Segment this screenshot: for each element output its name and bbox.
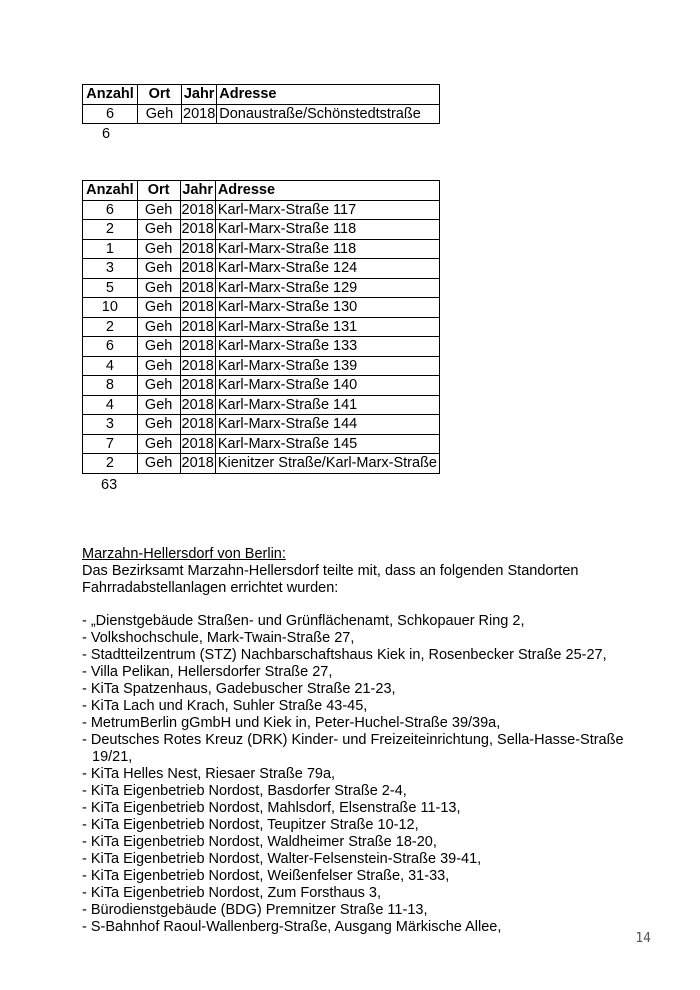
section-intro: Das Bezirksamt Marzahn-Hellersdorf teilte mit, dass an folgenden Standorten Fahrradabstellanlagen errichtet wurden: [82,563,579,596]
header-adresse: Adresse [217,85,440,105]
cell-anzahl: 8 [83,376,138,396]
cell-ort: Geh [137,337,180,357]
cell-anzahl: 4 [83,395,138,415]
cell-anzahl: 6 [83,104,138,124]
cell-ort: Geh [137,317,180,337]
header-adresse: Adresse [215,181,439,201]
cell-ort: Geh [137,434,180,454]
cell-adresse: Karl-Marx-Straße 133 [215,337,439,357]
cell-anzahl: 2 [83,317,138,337]
cell-adresse: Karl-Marx-Straße 144 [215,415,439,435]
list-item: - KiTa Helles Nest, Riesaer Straße 79a, [82,766,336,782]
list-item: - MetrumBerlin gGmbH und Kiek in, Peter-Huchel-Straße 39/39a, [82,715,501,731]
cell-anzahl: 5 [83,278,138,298]
list-item: - KiTa Eigenbetrieb Nordost, Mahlsdorf, Elsenstraße 11-13, [82,800,461,816]
cell-anzahl: 10 [83,298,138,318]
table-row [83,454,440,474]
cell-jahr: 2018 [181,299,214,316]
table-header-row [83,181,440,201]
list-item: - Bürodienstgebäude (BDG) Premnitzer Straße 11-13, [82,902,428,918]
table1-total: 6 [102,126,111,142]
cell-ort: Geh [137,395,180,415]
cell-jahr: 2018 [181,416,214,433]
cell-adresse: Karl-Marx-Straße 117 [215,200,439,220]
cell-ort: Geh [137,259,180,279]
cell-jahr: 2018 [181,377,214,394]
table-row [83,200,440,220]
cell-adresse: Karl-Marx-Straße 130 [215,298,439,318]
table-row [83,337,440,357]
table-row [83,376,440,396]
cell-ort: Geh [137,239,180,259]
marzahn-hellersdorf-section [82,546,642,936]
cell-jahr: 2018 [181,279,214,296]
header-ort: Ort [137,181,180,201]
list-item: - KiTa Lach und Krach, Suhler Straße 43-45, [82,698,368,714]
cell-adresse: Karl-Marx-Straße 124 [215,259,439,279]
table-karl-marx-strasse [82,180,440,474]
cell-jahr: 2018 [181,240,214,257]
cell-anzahl: 3 [83,415,138,435]
cell-anzahl: 2 [83,454,138,474]
table-row [83,259,440,279]
table-row [83,104,440,124]
cell-jahr: 2018 [181,455,214,472]
table-row [83,317,440,337]
cell-ort: Geh [137,220,180,240]
header-anzahl: Anzahl [83,85,138,105]
cell-jahr: 2018 [181,435,214,452]
list-item: - KiTa Eigenbetrieb Nordost, Teupitzer Straße 10-12, [82,817,419,833]
cell-adresse: Karl-Marx-Straße 145 [215,434,439,454]
table-row [83,220,440,240]
list-item: - KiTa Eigenbetrieb Nordost, Waldheimer Straße 18-20, [82,834,437,850]
table-row [83,356,440,376]
cell-ort: Geh [138,104,182,124]
table2-total: 63 [101,477,118,493]
table-row [83,434,440,454]
cell-anzahl: 6 [83,200,138,220]
cell-jahr: 2018 [181,396,214,413]
cell-jahr: 2018 [183,105,216,122]
cell-jahr: 2018 [181,260,214,277]
cell-ort: Geh [137,356,180,376]
cell-ort: Geh [137,415,180,435]
table-row [83,395,440,415]
list-item: - „Dienstgebäude Straßen- und Grünflächenamt, Schkopauer Ring 2, [82,613,525,629]
cell-adresse: Karl-Marx-Straße 141 [215,395,439,415]
cell-ort: Geh [137,298,180,318]
cell-ort: Geh [137,376,180,396]
cell-ort: Geh [137,278,180,298]
list-item: - Volkshochschule, Mark-Twain-Straße 27, [82,630,355,646]
cell-jahr: 2018 [181,221,214,238]
cell-anzahl: 1 [83,239,138,259]
header-anzahl: Anzahl [83,181,138,201]
cell-adresse: Karl-Marx-Straße 118 [215,239,439,259]
cell-anzahl: 2 [83,220,138,240]
cell-jahr: 2018 [181,318,214,335]
table-row [83,278,440,298]
list-item: - Villa Pelikan, Hellersdorfer Straße 27, [82,664,333,680]
cell-jahr: 2018 [181,338,214,355]
cell-ort: Geh [137,454,180,474]
header-jahr: Jahr [182,85,217,105]
cell-adresse: Karl-Marx-Straße 118 [215,220,439,240]
table-row [83,239,440,259]
cell-anzahl: 3 [83,259,138,279]
cell-adresse: Kienitzer Straße/Karl-Marx-Straße [215,454,439,474]
header-jahr: Jahr [180,181,215,201]
cell-anzahl: 6 [83,337,138,357]
page-number: 14 [635,931,651,946]
list-item: - KiTa Eigenbetrieb Nordost, Walter-Felsenstein-Straße 39-41, [82,851,482,867]
cell-jahr: 2018 [181,201,214,218]
list-item: - KiTa Eigenbetrieb Nordost, Weißenfelser Straße, 31-33, [82,868,450,884]
cell-adresse: Karl-Marx-Straße 129 [215,278,439,298]
table-row [83,415,440,435]
cell-anzahl: 4 [83,356,138,376]
section-heading: Marzahn-Hellersdorf von Berlin: [82,546,286,562]
cell-ort: Geh [137,200,180,220]
location-list [82,613,642,936]
cell-anzahl: 7 [83,434,138,454]
cell-adresse: Karl-Marx-Straße 140 [215,376,439,396]
list-item: - KiTa Eigenbetrieb Nordost, Zum Forsthaus 3, [82,885,381,901]
list-item: - S-Bahnhof Raoul-Wallenberg-Straße, Ausgang Märkische Allee, [82,919,502,935]
cell-jahr: 2018 [181,357,214,374]
cell-adresse: Karl-Marx-Straße 131 [215,317,439,337]
cell-adresse: Karl-Marx-Straße 139 [215,356,439,376]
list-item: - KiTa Eigenbetrieb Nordost, Basdorfer Straße 2-4, [82,783,407,799]
list-item: - Stadtteilzentrum (STZ) Nachbarschaftshaus Kiek in, Rosenbecker Straße 25-27, [82,647,607,663]
list-item: - KiTa Spatzenhaus, Gadebuscher Straße 21-23, [82,681,396,697]
cell-adresse: Donaustraße/Schönstedtstraße [217,104,440,124]
table-row [83,298,440,318]
header-ort: Ort [138,85,182,105]
list-item: - Deutsches Rotes Kreuz (DRK) Kinder- und Freizeiteinrichtung, Sella-Hasse-Straße 19/21, [82,732,624,765]
table-header-row [83,85,440,105]
table-donaustrasse [82,84,440,124]
